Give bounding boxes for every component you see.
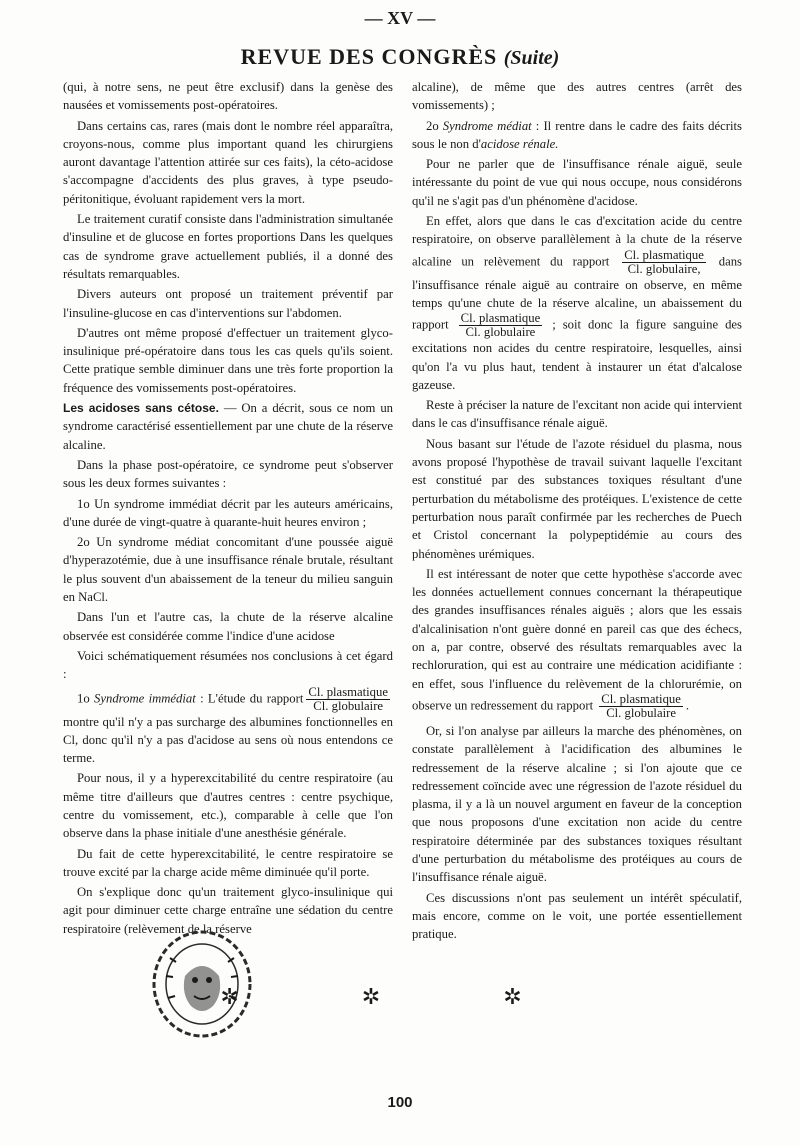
list-number: 2o	[426, 118, 443, 133]
paragraph: On s'explique donc qu'un traitement glyco-insulinique qui agit pour diminuer cette charge entraîne une sédation du centre respiratoire (relèvement de la réserve	[63, 885, 393, 936]
paragraph	[412, 117, 742, 154]
paragraph	[412, 212, 742, 394]
heading-title: REVUE DES CONGRÈS	[240, 44, 498, 69]
paragraph: Nous basant sur l'étude de l'azote résiduel du plasma, nous avons proposé l'hypothèse de travail suivant laquelle l'excitant est constitué par des substances toxiques résultant d'une perturbation du métabolisme des protéiques. L'existence de cette perturbation nous paraît confirmée par les recherches de Puech et Cristol concernant la polypeptidémie au cours des phénomènes urémiques.	[412, 436, 742, 561]
fraction-numerator: Cl. plasmatique	[308, 684, 388, 699]
fraction-denominator: Cl. globulaire	[606, 705, 676, 720]
paragraph	[63, 686, 393, 768]
paragraph-text: — On a décrit, sous ce nom un syndrome caractérisé essentiellement par une chute de la réserve alcaline.	[63, 401, 394, 452]
page-number: 100	[387, 1094, 413, 1111]
paragraph: Reste à préciser la nature de l'excitant non acide qui intervient dans le cas d'insuffisance rénale aiguë.	[412, 398, 742, 431]
chloride-ratio-fraction	[622, 249, 706, 276]
paragraph: (qui, à notre sens, ne peut être exclusif) dans la genèse des nausées et vomissements post-opératoires.	[63, 80, 393, 113]
paragraph: Du fait de cette hyperexcitabilité, le centre respiratoire se trouve excité par la charge acide même diminuée qu'il porte.	[63, 846, 393, 879]
paragraph: Le traitement curatif consiste dans l'administration simultanée d'insuline et de glucose en fortes proportions Dans les quelques cas de syndrome grave actuellement publiés, il a donné des résultats remarquables.	[63, 212, 393, 281]
section-number: — XV —	[364, 8, 436, 28]
paragraph: Divers auteurs ont proposé un traitement préventif par l'insuline-glucose en cas d'interventions sur l'abdomen.	[63, 287, 393, 320]
paragraph: Voici schématiquement résumées nos conclusions à cet égard :	[63, 648, 393, 682]
paragraph: D'autres ont même proposé d'effectuer un traitement glyco-insulinique pré-opératoire dans tous les cas quels qu'ils soient. Cette pratique semble diminuer dans une très forte proportion la fréquence des vomissements post-opératoires.	[63, 325, 393, 395]
paragraph: 1o Un syndrome immédiat décrit par les auteurs américains, d'une durée de vingt-quatre à quarante-huit heures environ ;	[63, 496, 393, 529]
paragraph: Dans certains cas, rares (mais dont le nombre réel apparaîtra, croyons-nous, comme plus important quand les chirurgiens auront davantage l'attention attirée sur ces faits), la céto-acidose s'accompagne d'accidents des plus graves, à type pseudo-péritonitique, évoluant rapidement vers la mort.	[63, 118, 393, 206]
paragraph: Dans la phase post-opératoire, ce syndrome peut s'observer sous les deux formes suivantes :	[63, 457, 393, 491]
paragraph: Ces discussions n'ont pas seulement un intérêt spéculatif, mais encore, comme on le voit, une portée essentiellement pratique.	[412, 890, 742, 942]
italic-term: Syndrome médiat	[442, 118, 532, 133]
paragraph-text: dans l'insuffisance rénale aiguë au contraire on observe, en même temps qu'une chute de la réserve alcaline, un abaissement du rapport	[412, 254, 742, 332]
chloride-ratio-fraction	[459, 312, 543, 339]
right-column	[412, 78, 742, 945]
italic-term: Syndrome immédiat	[94, 690, 196, 705]
paragraph-text: : L'étude du rapport	[195, 690, 304, 705]
paragraph: Pour nous, il y a hyperexcitabilité du centre respiratoire (au même titre d'ailleurs que d'autres centres : centre psychique, centre du vomissement, etc.), comparable à celle que l'on observe dans la phase initiale d'une anesthésie générale.	[63, 771, 393, 841]
fraction-numerator: Cl. plasmatique	[460, 311, 541, 326]
heading-suite: (Suite)	[503, 47, 560, 69]
paragraph: Pour ne parler que de l'insuffisance rénale aiguë, seule intéressante du point de vue qui nous occupe, nous considérons qu'il ne s'agit pas d'un phénomène d'acidose.	[412, 157, 742, 208]
paragraph-text: Il est intéressant de noter que cette hypothèse s'accorde avec les données actuellement connues concernant la thérapeutique des grandes insuffisances rénales aiguës ; alors que les essais d'alcalinisation n'ont guère donné en pareil cas que des échecs, on a, par contre, observé des résultats remarquables avec la rechloruration, qui est au contraire une médication acidifiante : en effet, sous l'influence du relèvement de la chlorurémie, on observe un redressement du rapport	[412, 566, 742, 713]
fraction-denominator: Cl. globulaire	[465, 325, 536, 340]
stamp-seal-icon	[150, 928, 254, 1040]
paragraph-text: .	[685, 698, 690, 713]
paragraph	[412, 565, 742, 720]
fraction-denominator: Cl. globulaire	[313, 698, 384, 713]
fraction-denominator: Cl. globulaire,	[627, 261, 701, 276]
paragraph: 2o Un syndrome médiat concomitant d'une poussée aiguë d'hyperazotémie, due à une insuffisance rénale brutale, résultant le plus souvent d'un abaissement de la teneur du milieu sanguin en NaCl.	[63, 535, 393, 605]
paragraph: alcaline), de même que des autres centres (arrêt des vomissements) ;	[412, 80, 742, 113]
paragraph-text: : Il rentre dans le cadre des faits décrits sous le non d'	[412, 118, 742, 151]
chloride-ratio-fraction	[306, 686, 390, 713]
paragraph-text: ; soit donc la figure sanguine des excitations non acides du centre respiratoire, lesquelles, ainsi qu'on l'a vu plus haut, tendent à instaurer un état d'alcalose gazeuse.	[412, 317, 742, 392]
section-subheading: Les acidoses sans cétose.	[63, 401, 219, 416]
fraction-numerator: Cl. plasmatique	[601, 691, 681, 706]
ornament-stars: ✲ ✲ ✲	[220, 985, 580, 1010]
left-column	[63, 78, 393, 940]
italic-term: acidose rénale.	[480, 136, 559, 151]
fraction-numerator: Cl. plasmatique	[624, 247, 704, 262]
paragraph-text: En effet, alors que dans le cas d'excitation acide du centre respiratoire, on observe parallèlement à la chute de la réserve alcaline un relèvement du rapport	[412, 214, 742, 269]
chloride-ratio-fraction	[599, 693, 683, 720]
list-number: 1o	[77, 690, 94, 705]
page-heading	[0, 44, 800, 70]
library-stamp	[150, 928, 254, 1040]
paragraph: Dans l'un et l'autre cas, la chute de la réserve alcaline observée est considérée comme l'indice d'une acidose	[63, 610, 393, 643]
paragraph	[63, 399, 393, 454]
paragraph-text: montre qu'il n'y a pas surcharge des albumines fonctionnelles en Cl, donc qu'il n'y a pas d'acidose au sens où nous entendons ce terme.	[63, 714, 393, 766]
paragraph: Or, si l'on analyse par ailleurs la marche des phénomènes, on constate parallèlement à l'acidification des albumines le redressement de la réserve alcaline ; si l'on ajoute que ce redressement coïncide avec une régression de l'azote résiduel du plasma, il y a là un nouvel argument en faveur de la conception que nous proposons d'une excitation non acide du centre respiratoire déterminée par des substances toxiques résultant d'une perturbation du métabolisme des protéiques au cours de l'insuffisance rénale aiguë.	[412, 723, 742, 885]
